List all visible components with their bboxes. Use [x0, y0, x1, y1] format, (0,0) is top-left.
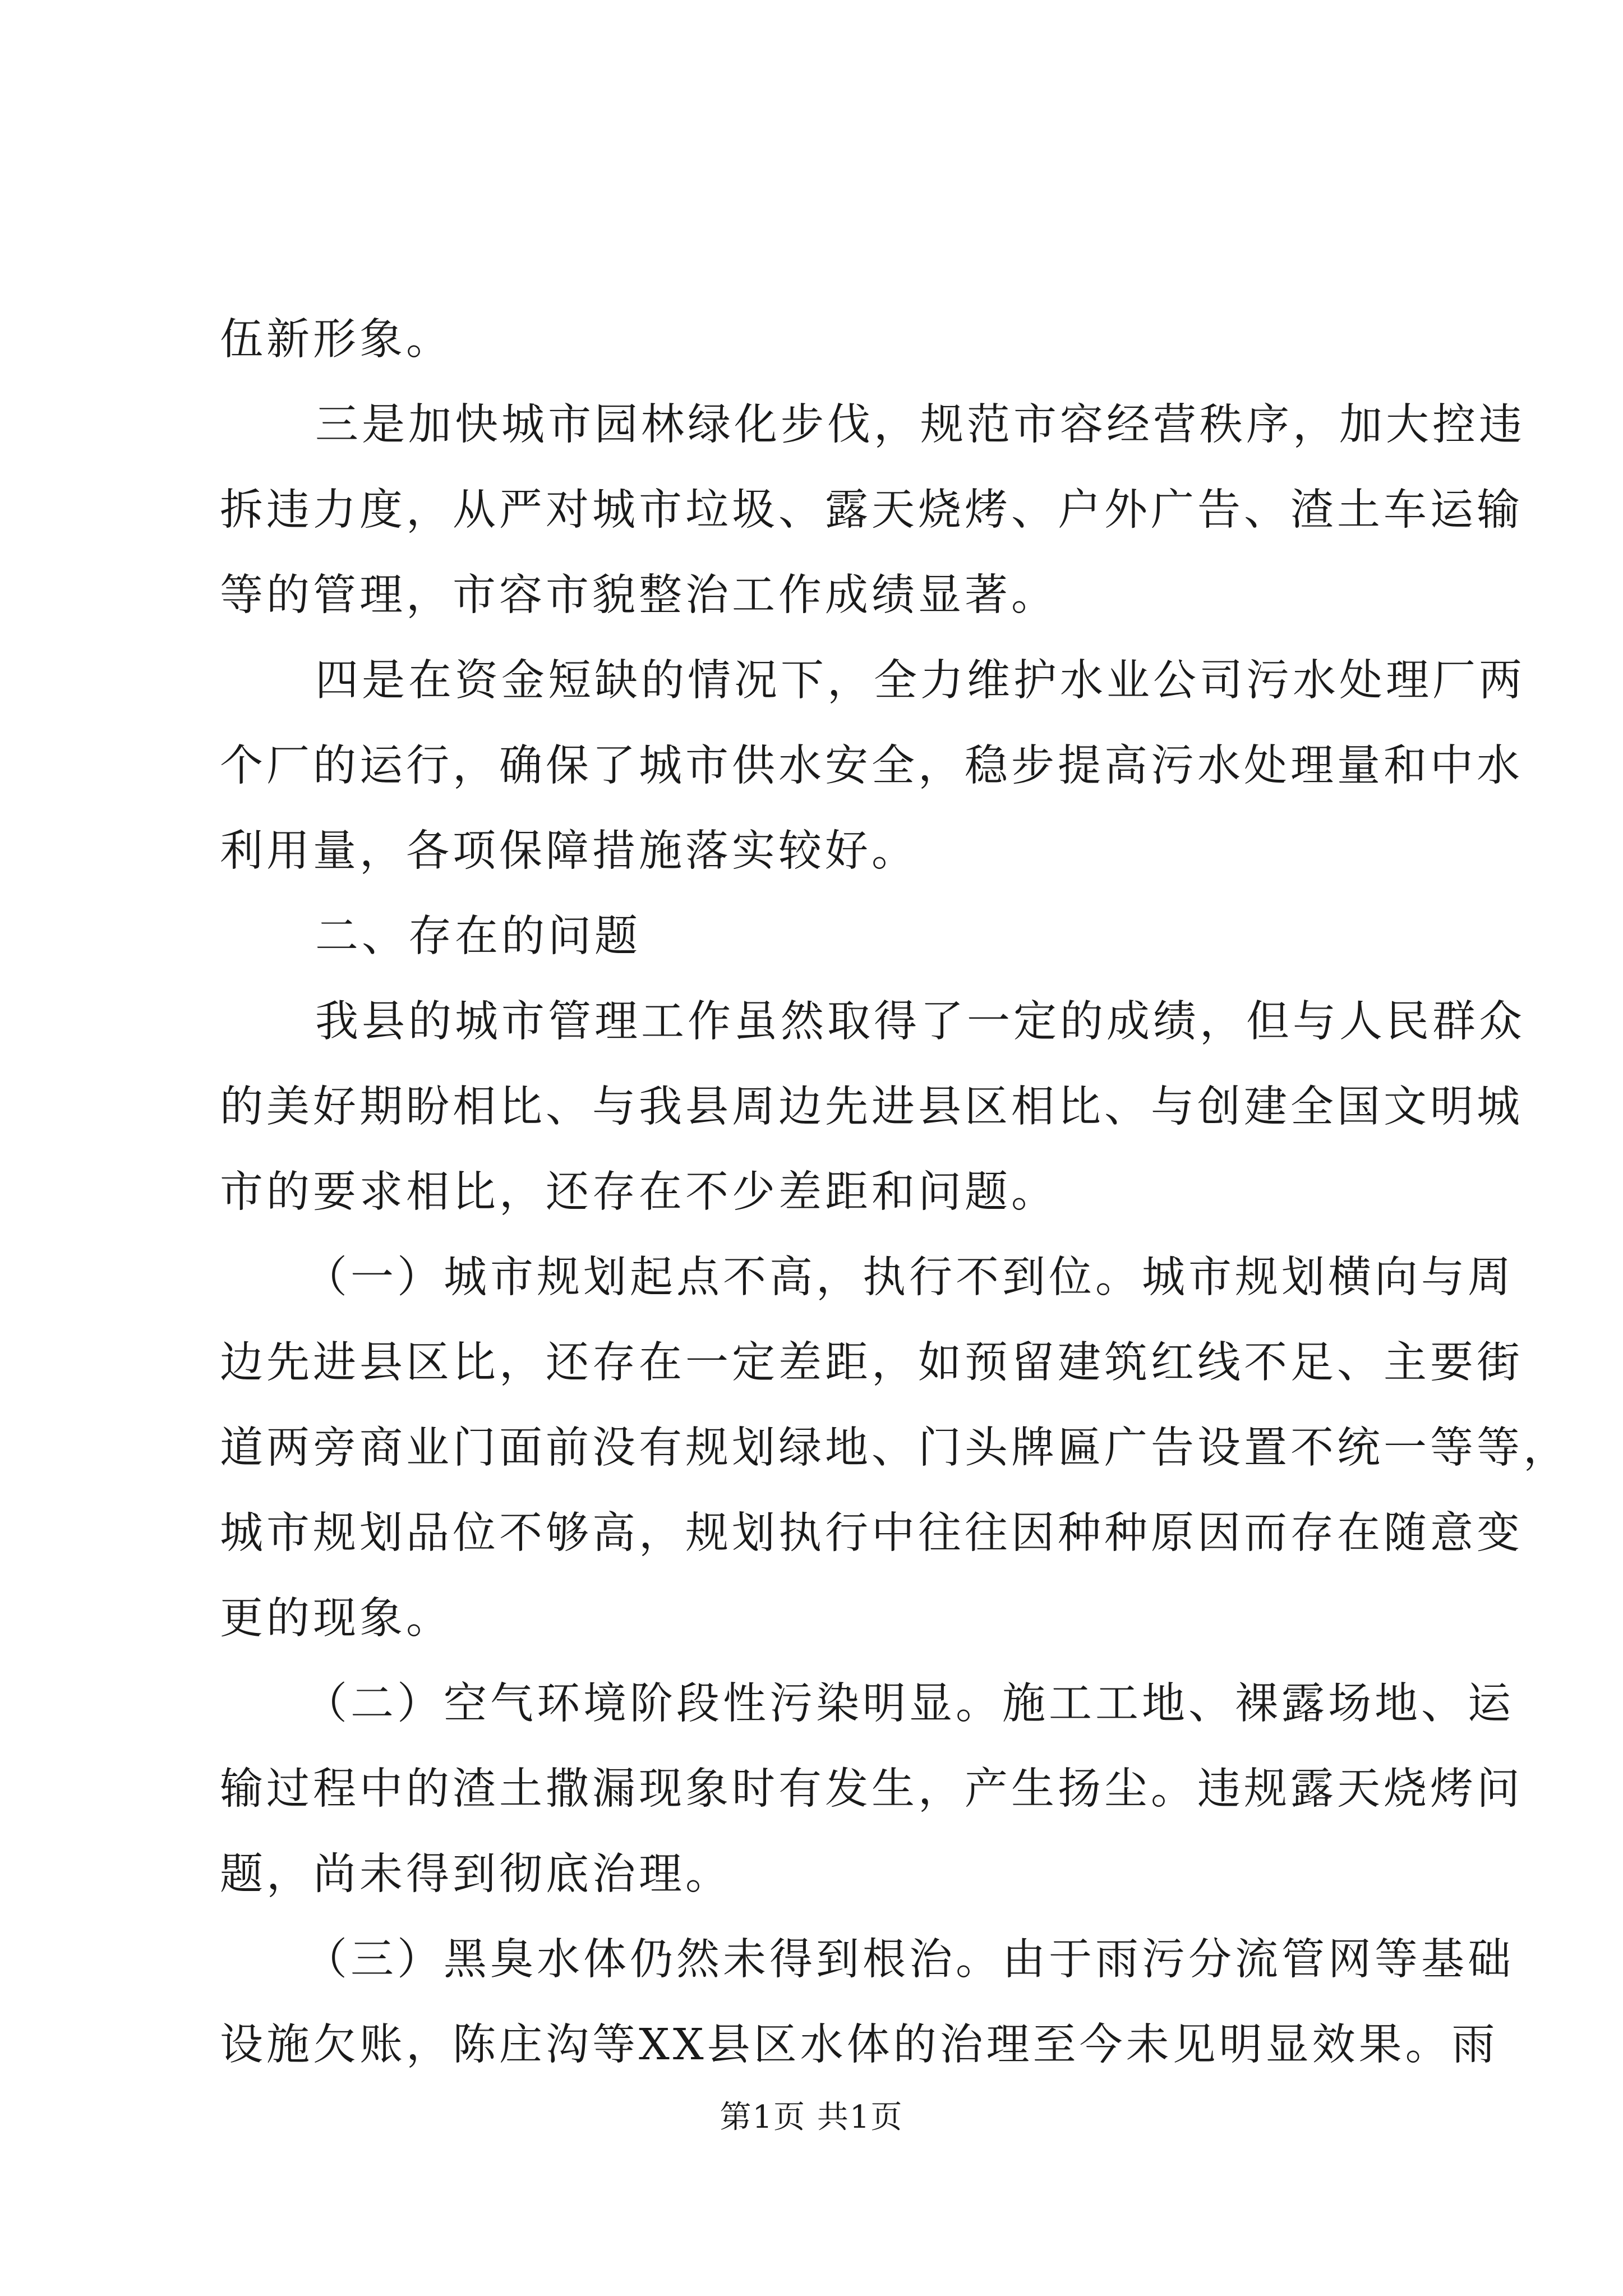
- text-line: 输过程中的渣土撒漏现象时有发生，产生扬尘。违规露天烧烤问: [220, 1764, 1523, 1814]
- text-line: 设施欠账，陈庄沟等XX县区水体的治理至今未见明显效果。雨: [220, 2020, 1498, 2070]
- text-line: 伍新形象。: [220, 315, 453, 365]
- text-line: 拆违力度，从严对城市垃圾、露天烧烤、户外广告、渣土车运输: [220, 485, 1523, 535]
- text-line: 城市规划品位不够高，规划执行中往往因种种原因而存在随意变: [220, 1508, 1523, 1558]
- text-line: 等的管理，市容市貌整治工作成绩显著。: [220, 570, 1058, 620]
- text-line: 我县的城市管理工作虽然取得了一定的成绩，但与人民群众: [315, 997, 1525, 1047]
- text-line: （一）城市规划起点不高，执行不到位。城市规划横向与周: [304, 1253, 1514, 1303]
- text-line: 的美好期盼相比、与我县周边先进县区相比、与创建全国文明城: [220, 1082, 1523, 1132]
- document-body: [220, 297, 1570, 2088]
- text-line: 题，尚未得到彻底治理。: [220, 1849, 732, 1899]
- text-line: 个厂的运行，确保了城市供水安全，稳步提高污水处理量和中水: [220, 741, 1523, 791]
- text-line: （三）黑臭水体仍然未得到根治。由于雨污分流管网等基础: [304, 1935, 1514, 1985]
- text-line: 市的要求相比，还存在不少差距和问题。: [220, 1167, 1058, 1217]
- text-line: 三是加快城市园林绿化步伐，规范市容经营秩序，加大控违: [315, 400, 1525, 450]
- text-line: 道两旁商业门面前没有规划绿地、门头牌匾广告设置不统一等等，: [220, 1423, 1570, 1473]
- text-line: （二）空气环境阶段性污染明显。施工工地、裸露场地、运: [304, 1679, 1514, 1729]
- text-line: 边先进县区比，还存在一定差距，如预留建筑红线不足、主要街: [220, 1338, 1523, 1388]
- section-heading: 二、存在的问题: [315, 912, 641, 961]
- text-line: 利用量，各项保障措施落实较好。: [220, 826, 918, 876]
- text-line: 更的现象。: [220, 1594, 453, 1644]
- page-footer: [0, 2095, 1623, 2140]
- text-line: 四是在资金短缺的情况下，全力维护水业公司污水处理厂两: [315, 656, 1525, 706]
- page-number-label: 第1页 共1页: [720, 2099, 903, 2136]
